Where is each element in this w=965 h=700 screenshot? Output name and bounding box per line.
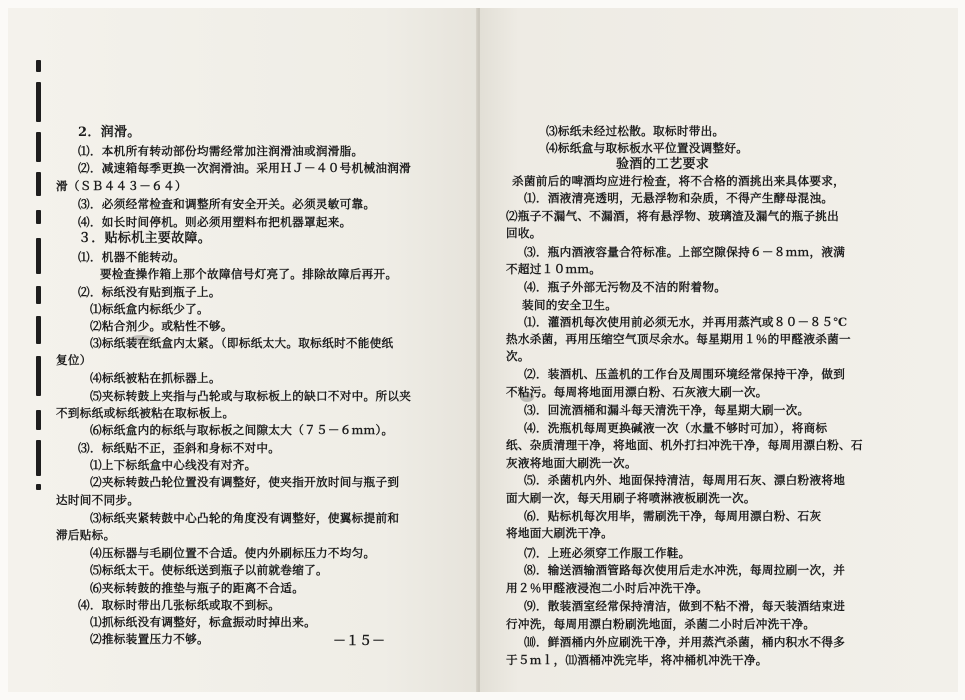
- right-page-text-line: 面大刷一次，每天用刷子将喷淋液板刷洗一次。: [506, 491, 756, 505]
- right-page-text-line: ⑹．贴标机每次用毕，需刷洗干净，每周用漂白粉、石灰: [524, 509, 822, 523]
- right-page-text-line: ⑻．输送酒输酒管路每次使用后走水冲洗，每周拉刷一次，并: [524, 563, 846, 577]
- left-page-text-line: ⑷压标器与毛刷位置不合适。使内外刷标压力不均匀。: [90, 546, 376, 560]
- right-page-text-line: ⑽．鲜酒桶内外应刷洗干净，并用蒸汽杀菌，桶内积水不得多: [524, 635, 846, 649]
- left-page-text-line: ⑴抓标纸没有调整好，标盒振动时掉出来。: [90, 615, 316, 629]
- right-page-text-line: 将地面大刷洗干净。: [506, 526, 614, 540]
- left-page-text-line: ⑵．标纸没有贴到瓶子上。: [78, 285, 221, 299]
- right-page-text-line: 行冲洗，每周用漂白粉刷洗地面，杀菌二小时后冲洗干净。: [506, 617, 816, 631]
- right-page-text-line: 纸、杂质清理干净，将地面、机外打扫冲洗干净，每周用漂白粉、石: [506, 438, 863, 452]
- right-page-text-line: 不超过１０ｍｍ。: [506, 262, 602, 276]
- right-page-text-line: ⑶标纸未经过松散。取标时带出。: [546, 124, 725, 138]
- left-page-text-line: ⑶标纸装在纸盒内太紧。（即标纸太大。取标纸时不能使纸: [90, 336, 394, 350]
- right-page-text-line: ⑶．瓶内酒液容量合符标准。上部空隙保持６－８ｍｍ，液满: [524, 245, 846, 259]
- left-page-text-line: 不到标纸或标纸被粘在取标板上。: [56, 406, 235, 420]
- right-page-text-line: 装间的安全卫生。: [522, 298, 618, 312]
- right-page-text-line: 热水杀菌，再用压缩空气顶尽余水。每星期用１％的甲醛液杀菌一: [506, 332, 851, 346]
- left-page-text-line: 达时间不同步。: [56, 493, 140, 507]
- right-page-text-line: 灰液将地面大刷洗一次。: [506, 456, 637, 470]
- left-page-text-line: ⑶标纸夹紧转鼓中心凸轮的角度没有调整好，使翼标提前和: [90, 511, 400, 525]
- left-page-text-line: ⑸标纸太干。使标纸送到瓶子以前就卷缩了。: [90, 563, 328, 577]
- right-page-text-line: 不粘污。每周将地面用漂白粉、石灰液大刷一次。: [506, 385, 768, 399]
- right-page-text-line: 验酒的工艺要求: [616, 157, 710, 172]
- left-page-text-line: ⑵．减速箱每季更换一次润滑油。采用ＨＪ－４０号机械油润滑: [78, 161, 412, 175]
- left-page-text-line: ⑴标纸盒内标纸少了。: [90, 302, 209, 316]
- right-page-text-line: ⑷．瓶子外部无污物及不洁的附着物。: [524, 280, 727, 294]
- left-page-text-line: ⑷．如长时间停机。则必须用塑料布把机器罩起来。: [78, 215, 352, 229]
- left-page-text-line: 滞后贴标。: [56, 528, 116, 542]
- right-page-text-line: ⑷．洗瓶机每周更换碱液一次（水量不够时可加），将商标: [524, 421, 828, 435]
- left-page-text-line: ⑴上下标纸盒中心线没有对齐。: [90, 458, 257, 472]
- left-page-text-line: ⑶．标纸贴不正，歪斜和身标不对中。: [78, 441, 281, 455]
- right-page-text-line: ⑷标纸盒与取标板水平位置没调整好。: [546, 141, 749, 155]
- left-page-text-line: ⑶．必须经常检查和调整所有安全开关。必须灵敏可靠。: [78, 197, 376, 211]
- left-page-text-line: ⑴．本机所有转动部份均需经常加注润滑油或润滑脂。: [78, 144, 364, 158]
- right-page-text-line: ⑼．散装酒室经常保持清洁，做到不粘不滑，每天装酒结束进: [524, 599, 846, 613]
- left-page-text-line: ⑹夹标转鼓的推垫与瓶子的距离不合适。: [90, 581, 305, 595]
- right-page-text-line: ⑸．杀菌机内外、地面保持清洁，每周用石灰、漂白粉液将地: [524, 473, 846, 487]
- right-page-text-line: ⑺．上班必须穿工作服工作鞋。: [524, 546, 691, 560]
- right-page-text-line: 杀菌前后的啤酒均应进行检查，将不合格的酒挑出来具体要求，: [512, 174, 846, 188]
- left-page-text-line: 复位）: [56, 353, 92, 367]
- left-page-text-line: 滑（ＳＢ４４３－６４）: [56, 179, 187, 193]
- right-page-text-line: ⑴．灌酒机每次使用前必须无水，并再用蒸汽或８０－８５℃: [524, 315, 848, 329]
- left-page-text-line: 要检查操作箱上那个故障信号灯亮了。排除故障后再开。: [100, 267, 398, 281]
- print-smudge: [520, 392, 534, 402]
- right-page-text-line: 于５ｍｌ，⑾酒桶冲洗完毕，将冲桶机冲洗干净。: [506, 653, 768, 667]
- left-page-text-line: ⑷标纸被粘在抓标器上。: [90, 371, 221, 385]
- right-page-text-line: 回收。: [506, 226, 542, 240]
- left-page-text-line: ⑷．取标时带出几张标纸或取不到标。: [78, 598, 281, 612]
- right-page-text-line: ⑴．酒液清亮透明，无悬浮物和杂质，不得产生酵母混浊。: [524, 191, 834, 205]
- right-page-text-line: ⑵．装酒机、压盖机的工作台及周围环境经常保持干净，做到: [524, 367, 846, 381]
- left-page-text-line: ３．贴标机主要故障。: [78, 231, 212, 246]
- right-page-text-line: ⑵瓶子不漏气、不漏酒，将有悬浮物、玻璃渣及漏气的瓶子挑出: [506, 209, 840, 223]
- left-page-text-line: ⑵推标装置压力不够。: [90, 632, 209, 646]
- page-number: －１５－: [333, 634, 386, 649]
- left-page-text-line: 2．润滑。: [78, 125, 141, 140]
- right-page-text-line: 次。: [506, 349, 530, 363]
- left-page-text-line: ⑵粘合剂少。或粘性不够。: [90, 319, 233, 333]
- left-page-text-line: ⑸夹标转鼓上夹指与凸轮或与取标板上的缺口不对中。所以夹: [90, 389, 412, 403]
- left-page-text-line: ⑵夹标转鼓凸轮位置没有调整好，使夹指开放时间与瓶子到: [90, 475, 400, 489]
- print-smudge: [130, 335, 152, 343]
- left-page-text-line: ⑴．机器不能转动。: [78, 250, 186, 264]
- right-page-text-line: ⑶．回流酒桶和漏斗每天清洗干净，每星期大刷一次。: [524, 403, 810, 417]
- left-page-text-line: ⑹标纸盒内的标纸与取标板之间隙太大（７５－６ｍｍ）。: [90, 423, 394, 437]
- binding-staple-marks: [36, 60, 42, 490]
- right-page-text-line: 用２％甲醛液浸泡二小时后冲洗干净。: [506, 581, 709, 595]
